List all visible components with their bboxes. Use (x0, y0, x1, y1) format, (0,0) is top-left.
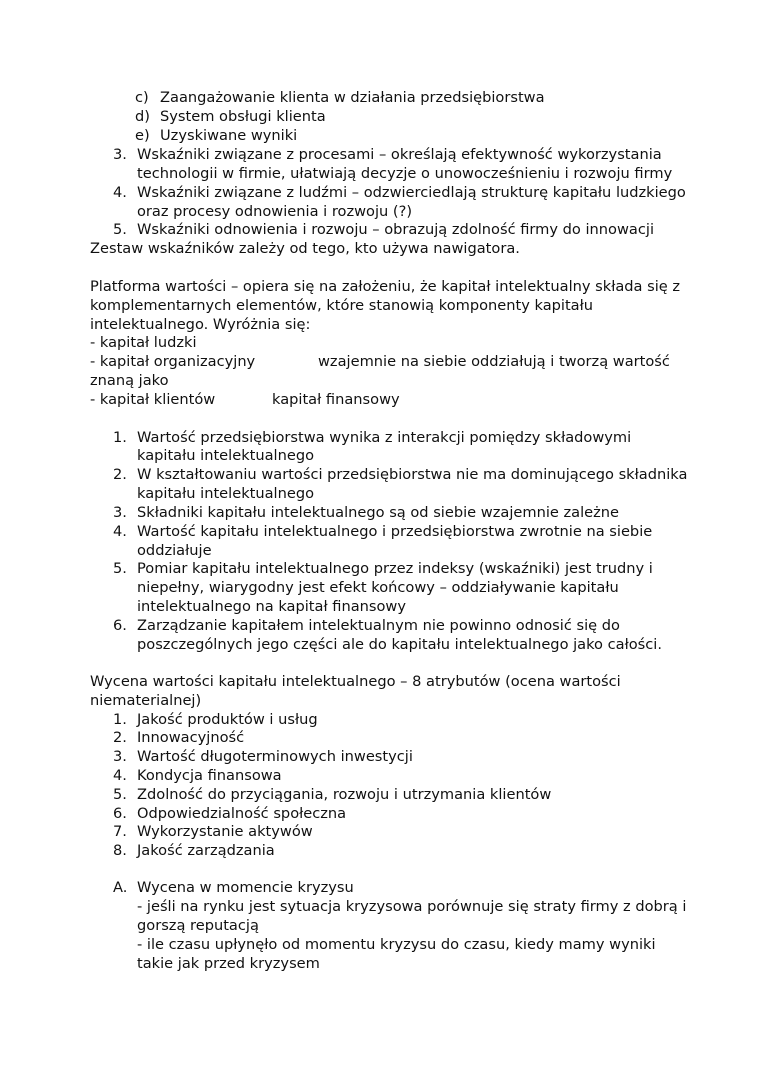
list-marker: 3. (113, 748, 127, 765)
list-marker: 4. (113, 523, 127, 540)
list-marker: 6. (113, 617, 127, 634)
crisis-line: - ile czasu upłynęło od momentu kryzysu do czasu, kiedy mamy wyniki (137, 936, 656, 953)
list-marker: 3. (113, 146, 127, 163)
list-marker: 4. (113, 184, 127, 201)
list-item: W kształtowaniu wartości przedsiębiorstwa nie ma dominującego składnika (137, 466, 688, 483)
list-item: Zaangażowanie klienta w działania przedsiębiorstwa (160, 89, 545, 106)
attribute-item: Wartość długoterminowych inwestycji (137, 748, 413, 765)
section-heading: niematerialnej) (90, 692, 202, 709)
list-item: Wartość kapitału intelektualnego i przedsiębiorstwa zwrotnie na siebie (137, 523, 653, 540)
paragraph-line: komplementarnych elementów, które stanowią komponenty kapitału (90, 297, 594, 314)
list-item: System obsługi klienta (160, 108, 326, 125)
capital-component: - kapitał organizacyjny (90, 353, 256, 370)
attribute-item: Odpowiedzialność społeczna (137, 805, 347, 822)
list-item: Uzyskiwane wyniki (160, 127, 298, 144)
list-marker: 2. (113, 729, 127, 746)
list-item-continuation: intelektualnego na kapitał finansowy (137, 598, 406, 615)
list-marker: 4. (113, 767, 127, 784)
list-item-continuation: niepełny, wiarygodny jest efekt końcowy – oddziaływanie kapitału (137, 579, 619, 596)
attribute-item: Jakość zarządzania (137, 842, 275, 859)
section-heading: Wycena wartości kapitału intelektualnego – 8 atrybutów (ocena wartości (90, 673, 621, 690)
crisis-line: gorszą reputacją (137, 917, 259, 934)
attribute-item: Jakość produktów i usług (137, 711, 318, 728)
list-item: Pomiar kapitału intelektualnego przez indeksy (wskaźniki) jest trudny i (137, 560, 653, 577)
list-item-continuation: kapitału intelektualnego (137, 447, 315, 464)
capital-component: - kapitał ludzki (90, 334, 197, 351)
attribute-item: Zdolność do przyciągania, rozwoju i utrzymania klientów (137, 786, 552, 803)
list-marker: 8. (113, 842, 127, 859)
list-item-continuation: technologii w firmie, ułatwiają decyzje o unowocześnieniu i rozwoju firmy (137, 165, 673, 182)
list-marker: 5. (113, 221, 127, 238)
crisis-line: takie jak przed kryzysem (137, 955, 320, 972)
list-item: Wskaźniki odnowienia i rozwoju – obrazują zdolność firmy do innowacji (137, 221, 654, 238)
list-item: Zarządzanie kapitałem intelektualnym nie powinno odnosić się do (137, 617, 620, 634)
list-marker: 1. (113, 711, 127, 728)
list-marker: e) (135, 127, 150, 144)
summary-text: Zestaw wskaźników zależy od tego, kto używa nawigatora. (90, 240, 520, 257)
list-item-continuation: oddziałuje (137, 542, 212, 559)
list-marker: c) (135, 89, 149, 106)
interaction-note-cont: znaną jako (90, 372, 169, 389)
crisis-line: - jeśli na rynku jest sytuacja kryzysowa porównuje się straty firmy z dobrą i (137, 898, 687, 915)
paragraph-line: Platforma wartości – opiera się na założeniu, że kapitał intelektualny składa się z (90, 278, 681, 295)
list-item: Wskaźniki związane z procesami – określają efektywność wykorzystania (137, 146, 662, 163)
list-marker: 7. (113, 823, 127, 840)
list-item-continuation: oraz procesy odnowienia i rozwoju (?) (137, 203, 413, 220)
list-marker: d) (135, 108, 150, 125)
attribute-item: Kondycja finansowa (137, 767, 282, 784)
interaction-note: wzajemnie na siebie oddziałują i tworzą wartość (318, 353, 670, 370)
list-item-continuation: kapitału intelektualnego (137, 485, 315, 502)
attribute-item: Wykorzystanie aktywów (137, 823, 313, 840)
crisis-title: Wycena w momencie kryzysu (137, 879, 354, 896)
list-marker: 5. (113, 786, 127, 803)
list-marker: 1. (113, 429, 127, 446)
capital-component: - kapitał klientów (90, 391, 216, 408)
list-item: Wskaźniki związane z ludźmi – odzwierciedlają strukturę kapitału ludzkiego (137, 184, 686, 201)
list-marker: 3. (113, 504, 127, 521)
list-marker: A. (113, 879, 128, 896)
list-item: Składniki kapitału intelektualnego są od siebie wzajemnie zależne (137, 504, 620, 521)
list-marker: 6. (113, 805, 127, 822)
list-item-continuation: poszczególnych jego części ale do kapitału intelektualnego jako całości. (137, 636, 662, 653)
list-marker: 5. (113, 560, 127, 577)
paragraph-line: intelektualnego. Wyróżnia się: (90, 316, 311, 333)
financial-capital: kapitał finansowy (272, 391, 400, 408)
list-marker: 2. (113, 466, 127, 483)
attribute-item: Innowacyjność (137, 729, 245, 746)
list-item: Wartość przedsiębiorstwa wynika z interakcji pomiędzy składowymi (137, 429, 632, 446)
